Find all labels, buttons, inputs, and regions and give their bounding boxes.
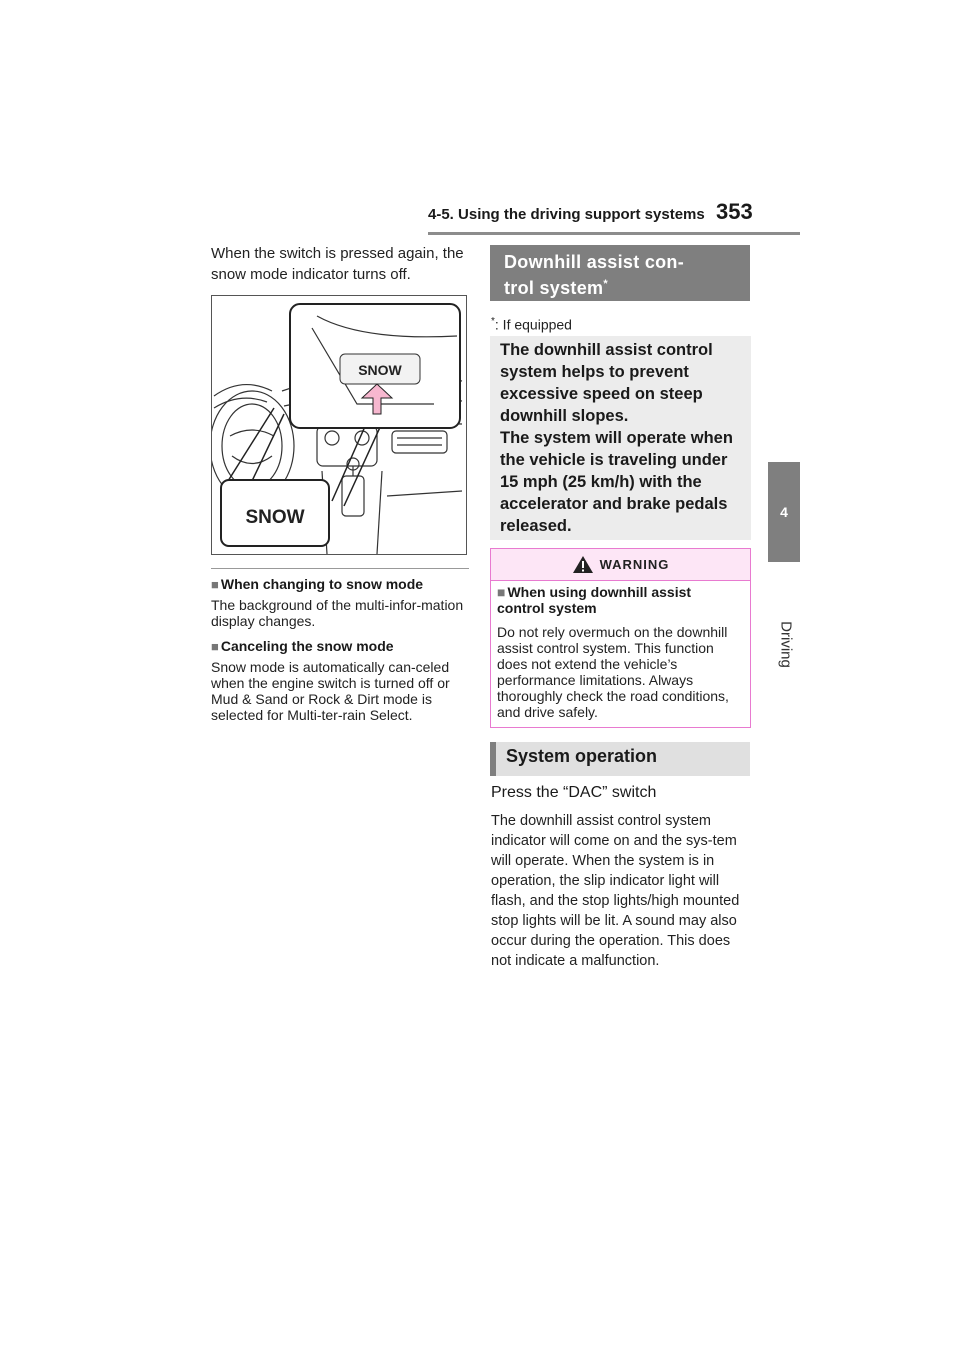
warning-label: WARNING [599, 557, 670, 572]
warning-subheading: ■ When using downhill assist control system [497, 584, 692, 616]
chapter-label [774, 614, 798, 674]
snow-mode-cancel-text: Snow mode is automatically can-celed when the engine switch is turned off or Mud & Sand or Rock & Dirt mode is selected for Multi-ter-rain Select. [211, 659, 450, 723]
footnote: *: If equipped [491, 316, 572, 333]
warning-text: Do not rely overmuch on the downhill assist control system. This function does not extend the vehicle’s performance limitations. Always thoroughly check the road conditions, and drive safely. [497, 624, 729, 720]
dac-summary-box [490, 336, 751, 540]
page-number: 353 [716, 199, 753, 224]
snow-label-top: SNOW [358, 362, 402, 378]
figure-divider [211, 568, 469, 569]
subheading-snow-mode-on: ■ When changing to snow mode [211, 576, 424, 592]
square-bullet-icon: ■ [211, 577, 219, 592]
chapter-tab: 4 [768, 462, 800, 562]
system-operation-heading: System operation [490, 742, 750, 776]
header-rule [428, 232, 800, 235]
operation-description: The downhill assist control system indicator will come on and the sys-tem will operate. When the system is in operation, the slip indicator light will flash, and the stop lights/high mounted stop lights will be lit. A sound may also occur during the operation. This does not indicate a malfunction. [491, 813, 740, 969]
square-bullet-icon: ■ [211, 639, 219, 654]
warning-triangle-icon [572, 555, 594, 574]
snow-label-bottom: SNOW [245, 507, 305, 528]
chapter-label-text: Driving [777, 621, 795, 668]
section-title: 4-5. Using the driving support systems [428, 206, 705, 223]
operation-step: Press the “DAC” switch [491, 784, 657, 801]
warning-box [490, 548, 751, 728]
snow-switch-illustration [211, 295, 467, 555]
square-bullet-icon: ■ [497, 584, 506, 600]
snow-mode-on-text: The background of the multi-infor-mation display changes. [211, 597, 464, 629]
summary-p2: The system will operate when the vehicle is traveling under 15 mph (25 km/h) with the accelerator and brake pedals released. [500, 429, 733, 535]
summary-p1: The downhill assist control system helps to prevent excessive speed on steep downhill slopes. [500, 341, 713, 425]
dashboard-drawing [212, 296, 466, 554]
intro-paragraph: When the switch is pressed again, the snow mode indicator turns off. [211, 245, 464, 283]
dac-section-heading: Downhill assist con- trol system* [490, 245, 750, 301]
subheading-snow-mode-cancel: ■ Canceling the snow mode [211, 638, 394, 654]
warning-header [491, 549, 750, 581]
